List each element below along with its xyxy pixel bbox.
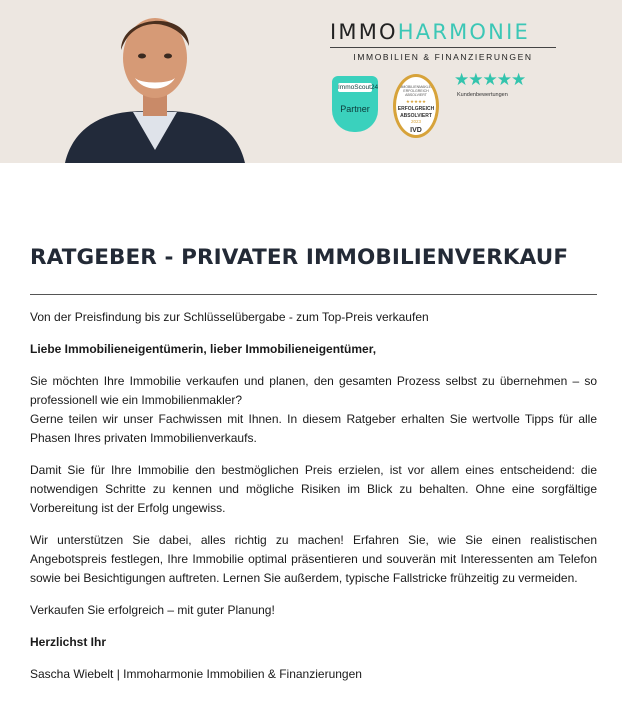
company-logo xyxy=(330,20,556,62)
paragraph-2: Damit Sie für Ihre Immobilie den bestmöglichen Preis erzielen, ist vor allem eines entscheidend: die notwendigen Schritte zu kennen und mögliche Risiken im Blick zu behalten. Ohne eine sorgfältige Vorbereitung ist der Erfolg ungewiss. xyxy=(30,463,597,515)
logo-wordmark-part2: HARMONIE xyxy=(397,20,530,44)
seal-caption: IMMOBILIENMAKLER ERFOLGREICH ABSOLVIERT xyxy=(398,85,434,97)
seal-logo: IVD xyxy=(410,127,422,134)
rating-label: Kundenbewertungen xyxy=(457,92,508,98)
immoscout-logo: ImmoScout24 xyxy=(338,84,379,91)
paragraph-1 xyxy=(30,372,597,448)
paragraph-4: Verkaufen Sie erfolgreich – mit guter Planung! xyxy=(30,603,275,617)
immoscout-partner-badge xyxy=(332,76,378,132)
logo-wordmark-part1: IMMO xyxy=(330,20,398,44)
certification-seal xyxy=(393,74,439,138)
logo-wordmark xyxy=(330,20,556,44)
rating-stars-icon: ★★★★★ xyxy=(454,70,526,89)
header-banner xyxy=(0,0,622,163)
seal-year: 2023 xyxy=(410,119,421,124)
partner-label: Partner xyxy=(340,104,370,114)
title-divider xyxy=(30,294,597,295)
paragraph-1-line-1: Sie möchten Ihre Immobilie verkaufen und planen, den gesamten Prozess selbst zu übernehmen – so professionell wie ein Immobilienmakler? xyxy=(30,374,597,407)
paragraph-3: Wir unterstützen Sie dabei, alles richtig zu machen! Erfahren Sie, wie Sie einen realistischen Angebotspreis festlegen, Ihre Immobilie optimal präsentieren und souverän mit Interessenten am Telefon sowie bei Besichtigungen auftreten. Lernen Sie außerdem, typische Fallstricke frühzeitig zu vermeiden. xyxy=(30,533,597,585)
seal-stars: ★★★★★ xyxy=(405,99,427,104)
closing: Herzlichst Ihr xyxy=(30,635,107,649)
seal-title-2: ABSOLVIERT xyxy=(400,113,432,119)
seal-title-1: ERFOLGREICH xyxy=(397,106,435,112)
agent-portrait xyxy=(55,0,255,163)
greeting: Liebe Immobilieneigentümerin, lieber Immobilieneigentümer, xyxy=(30,342,377,356)
intro-text: Von der Preisfindung bis zur Schlüsselübergabe - zum Top-Preis verkaufen xyxy=(30,310,429,324)
signature: Sascha Wiebelt | Immoharmonie Immobilien & Finanzierungen xyxy=(30,667,362,681)
page-title: RATGEBER - PRIVATER IMMOBILIENVERKAUF xyxy=(30,245,569,270)
logo-subtitle: IMMOBILIEN & FINANZIERUNGEN xyxy=(353,52,533,62)
logo-divider xyxy=(330,47,556,48)
article-content xyxy=(30,243,597,697)
paragraph-1-line-2: Gerne teilen wir unser Fachwissen mit Ihnen. In diesem Ratgeber erhalten Sie wertvolle Tipps für alle Phasen Ihres privaten Immobilienverkaufs. xyxy=(30,412,597,445)
